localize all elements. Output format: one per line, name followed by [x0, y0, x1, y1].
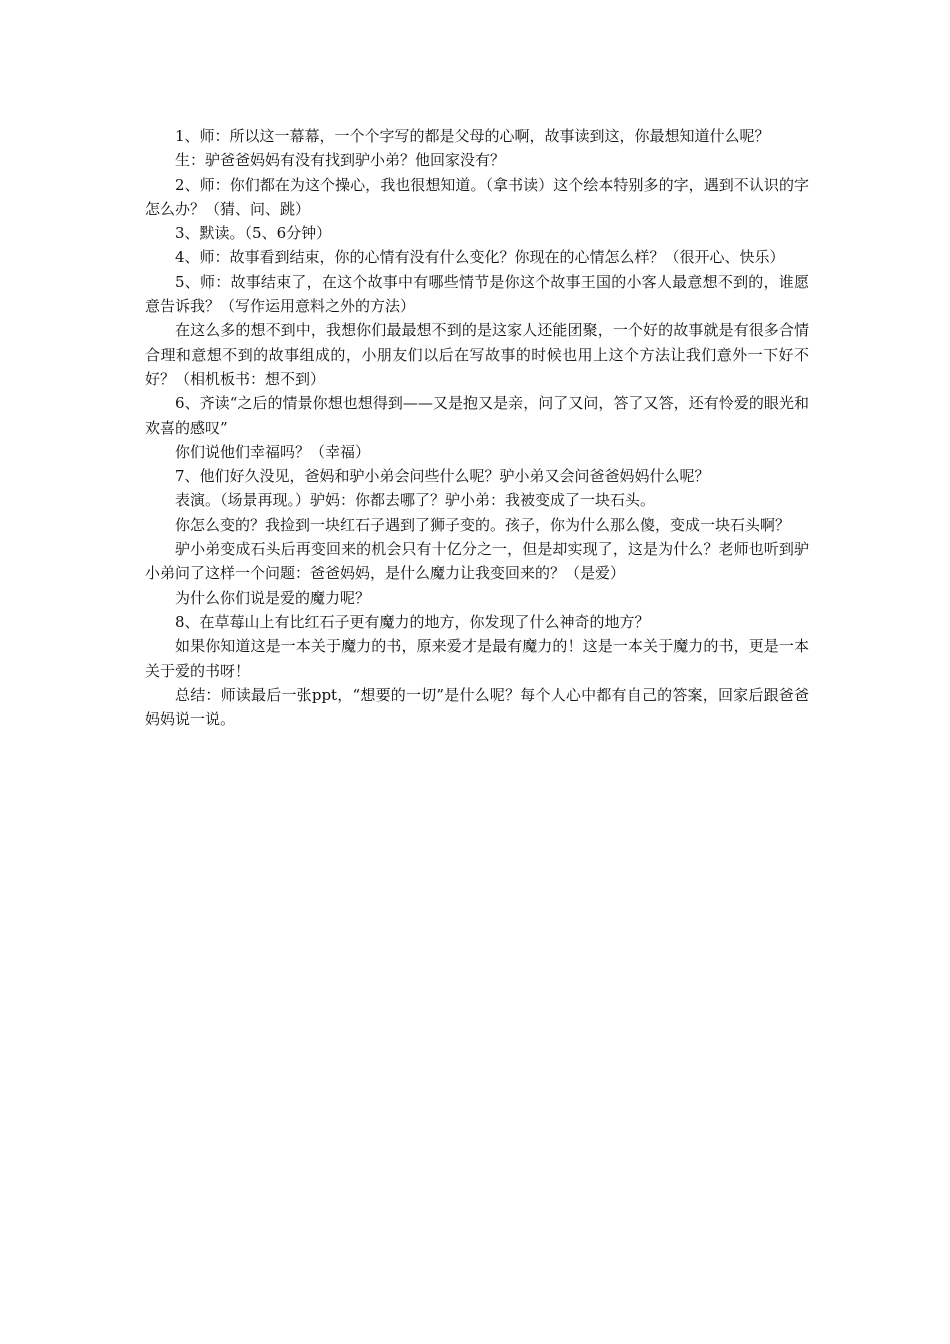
paragraph-3: 2、师：你们都在为这个操心，我也很想知道。（拿书读）这个绘本特别多的字，遇到不认识的字怎么办？（猜、问、跳）	[145, 175, 809, 218]
paragraph-16: 如果你知道这是一本关于魔力的书，原来爱才是最有魔力的！这是一本关于魔力的书，更是一本关于爱的书呀！	[145, 637, 809, 680]
paragraph-17: 总结：师读最后一张ppt，“想要的一切”是什么呢？每个人心中都有自己的答案，回家后跟爸爸妈妈说一说。	[145, 685, 809, 729]
paragraph-13: 驴小弟变成石头后再变回来的机会只有十亿分之一，但是却实现了，这是为什么？老师也听到驴小弟问了这样一个问题：爸爸妈妈，是什么魔力让我变回来的？（是爱）	[145, 540, 809, 583]
paragraph-9: 你们说他们幸福吗？（幸福）	[175, 442, 371, 461]
paragraph-4: 3、默读。（5、6分钟）	[175, 224, 332, 243]
paragraph-14: 为什么你们说是爱的魔力呢？	[175, 588, 371, 607]
paragraph-12: 你怎么变的？我捡到一块红石子遇到了狮子变的。孩子，你为什么那么傻，变成一块石头啊？	[175, 515, 791, 534]
paragraph-7: 在这么多的想不到中，我想你们最最想不到的是这家人还能团聚，一个好的故事就是有很多合情合理和意想不到的故事组成的，小朋友们以后在写故事的时候也用上这个方法让我们意外一下好不好？（相机板书：想不到）	[145, 321, 809, 388]
paragraph-2: 生：驴爸爸妈妈有没有找到驴小弟？他回家没有？	[175, 151, 506, 170]
paragraph-1: 1、师：所以这一幕幕，一个个字写的都是父母的心啊，故事读到这，你最想知道什么呢？	[175, 127, 770, 145]
paragraph-8: 6、齐读“之后的情景你想也想得到——又是抱又是亲，问了又问，答了又答，还有怜爱的眼光和欢喜的感叹”	[145, 394, 809, 437]
paragraph-11: 表演。（场景再现。）驴妈：你都去哪了？驴小弟：我被变成了一块石头。	[175, 491, 656, 510]
paragraph-6: 5、师：故事结束了，在这个故事中有哪些情节是你这个故事王国的小客人最意想不到的，谁愿意告诉我？（写作运用意料之外的方法）	[145, 272, 809, 316]
document-body	[145, 124, 809, 731]
paragraph-10: 7、他们好久没见，爸妈和驴小弟会问些什么呢？驴小弟又会问爸爸妈妈什么呢？	[175, 467, 710, 486]
paragraph-5: 4、师：故事看到结束，你的心情有没有什么变化？你现在的心情怎么样？（很开心、快乐）	[175, 248, 785, 267]
paragraph-15: 8、在草莓山上有比红石子更有魔力的地方，你发现了什么神奇的地方？	[175, 612, 650, 631]
